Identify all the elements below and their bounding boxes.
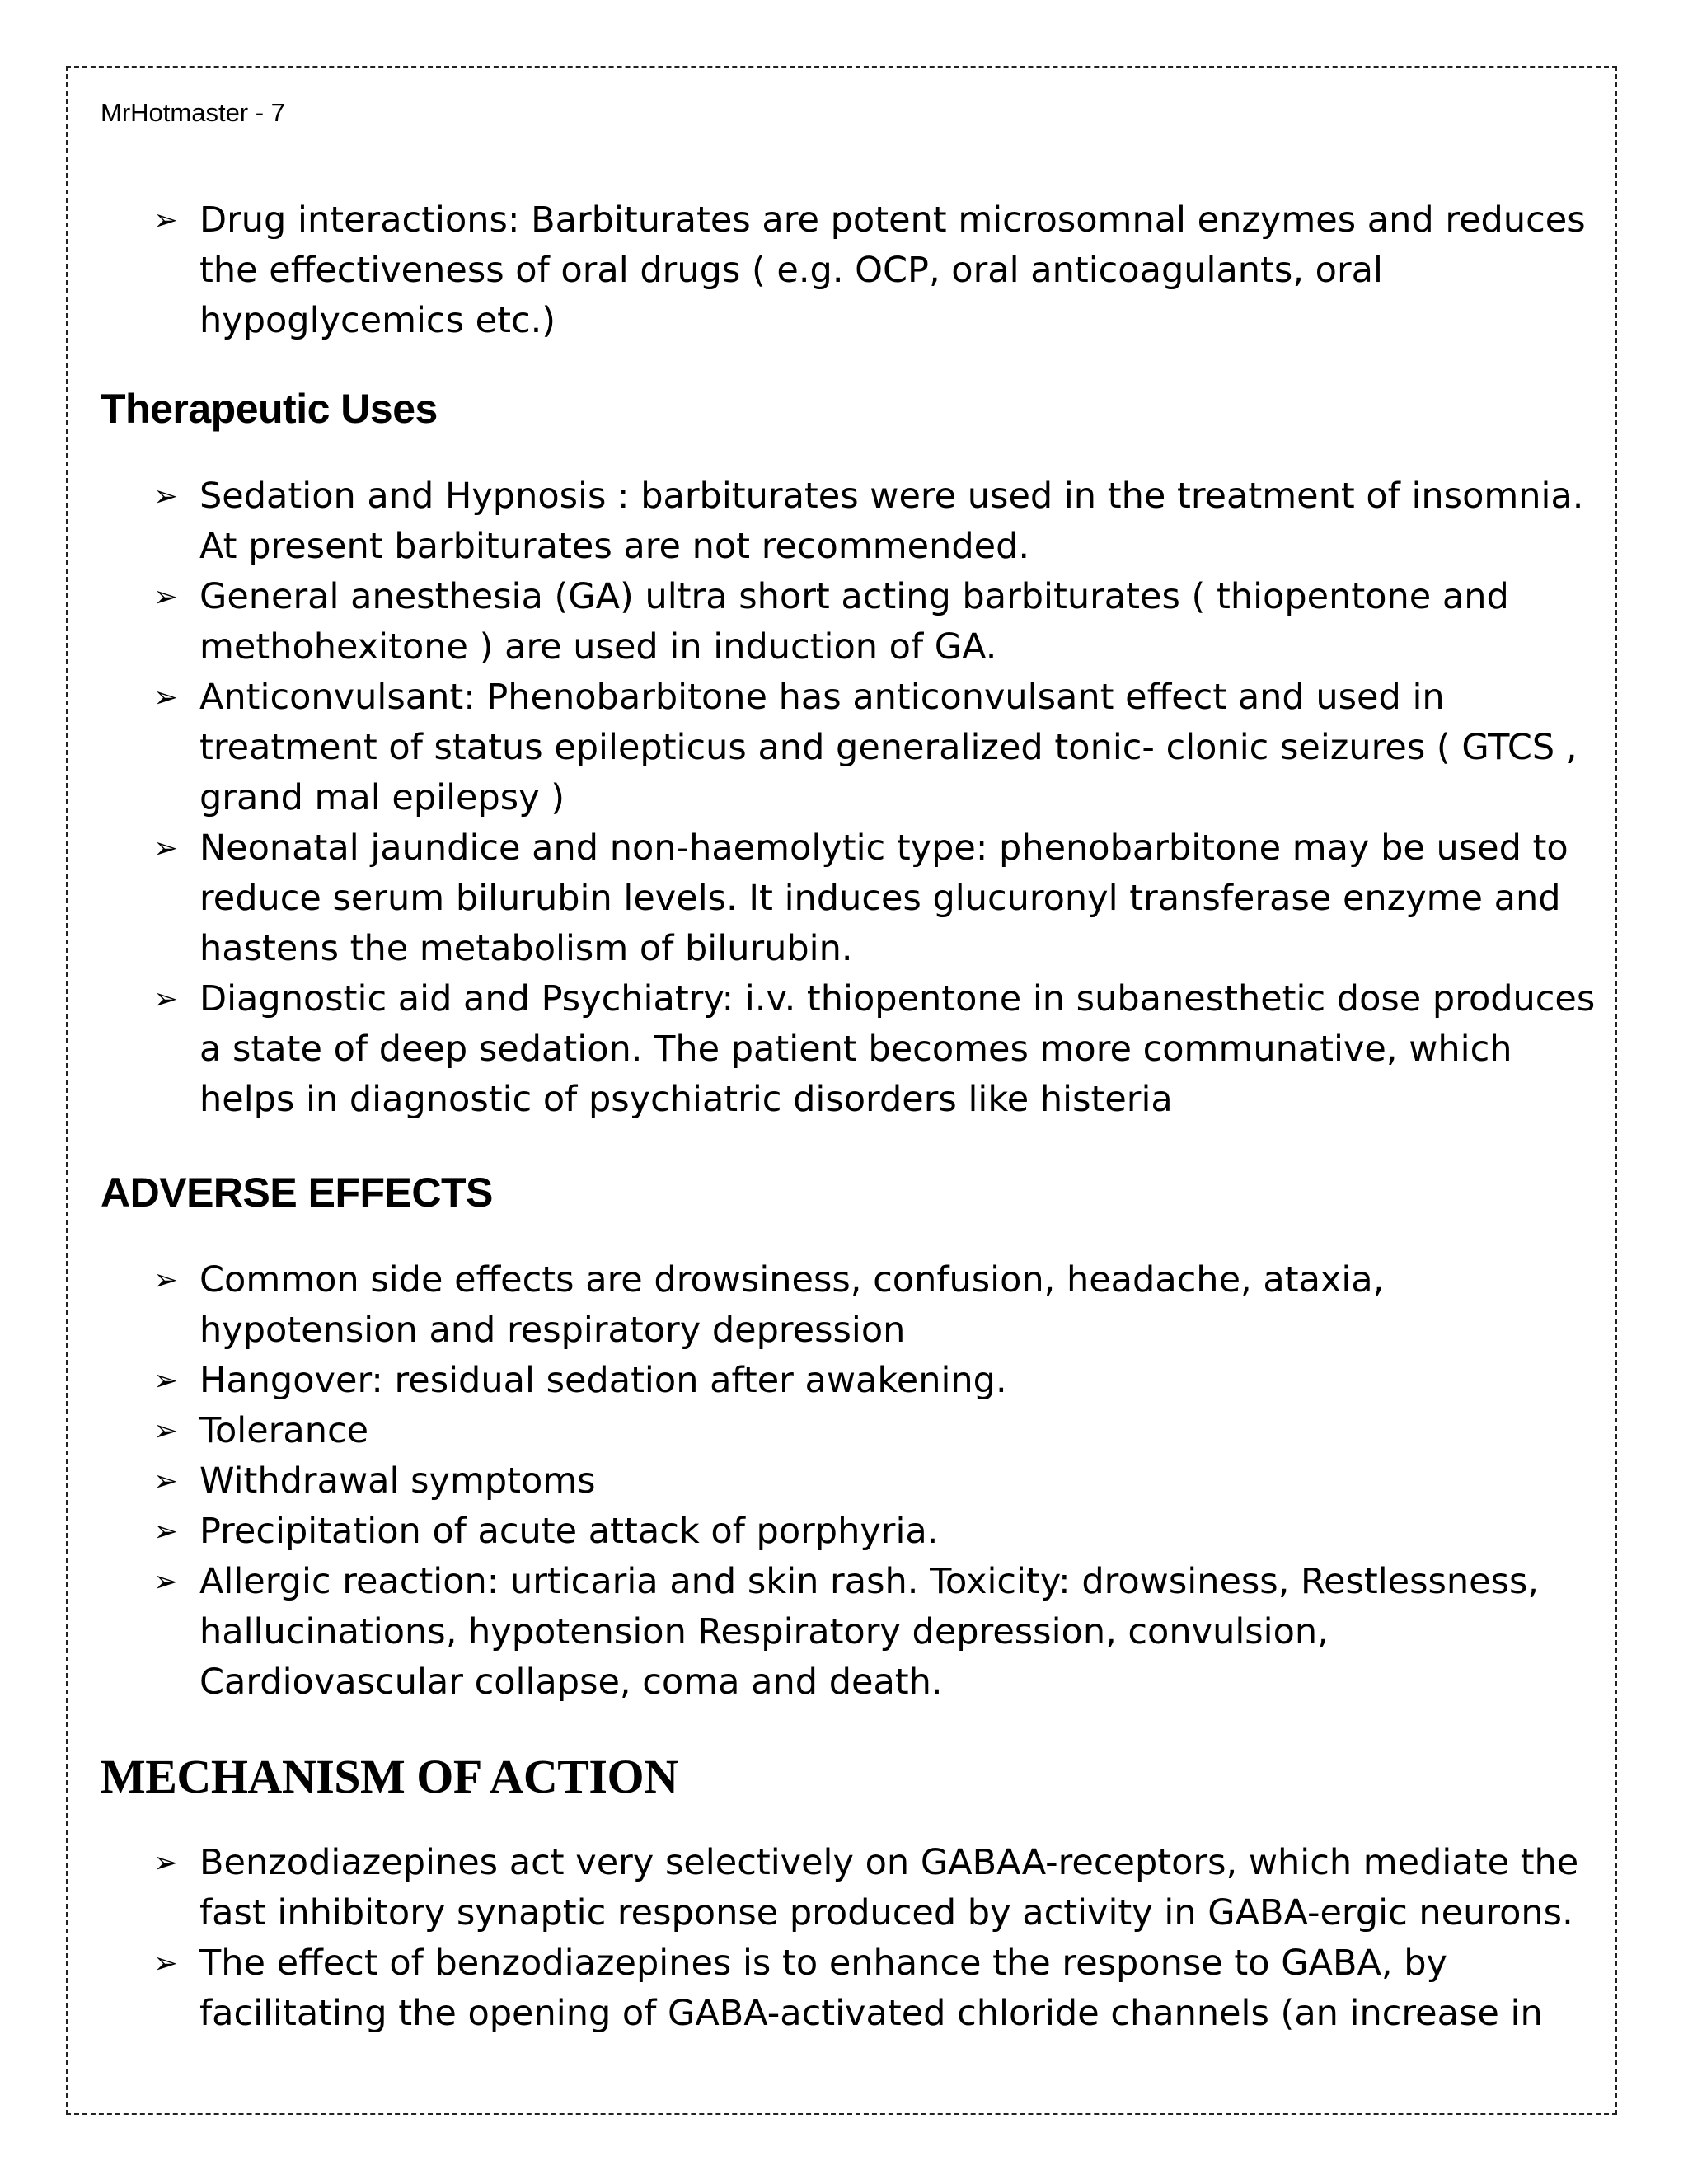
- arrow-bullet-icon: ➢: [153, 1465, 179, 1499]
- list-item: [101, 974, 1601, 1125]
- arrow-bullet-icon: ➢: [153, 580, 179, 615]
- list-item-text: Sedation and Hypnosis : barbiturates were used in the treatment of insomnia. At present barbiturates are not recommended.: [199, 476, 1584, 568]
- list-item: [101, 1557, 1601, 1708]
- adverse-effects-list: [101, 1255, 1601, 1708]
- arrow-bullet-icon: ➢: [153, 1846, 179, 1881]
- arrow-bullet-icon: ➢: [153, 1364, 179, 1399]
- list-item: [101, 471, 1601, 572]
- list-item: [101, 1456, 1601, 1507]
- list-item-text: Tolerance: [199, 1410, 369, 1452]
- list-item: [101, 1356, 1601, 1406]
- drug-interactions-list: [101, 195, 1601, 346]
- list-item-text: Withdrawal symptoms: [199, 1460, 596, 1502]
- list-item-text: Drug interactions: Barbiturates are potent microsomnal enzymes and reduces the effectiveness of oral drugs ( e.g. OCP, oral anticoagulants, oral hypoglycemics etc.): [199, 199, 1586, 342]
- list-item-text: Anticonvulsant: Phenobarbitone has anticonvulsant effect and used in treatment of status epilepticus and generalized tonic- clonic seizures ( GTCS , grand mal epilepsy ): [199, 677, 1578, 819]
- page-content: [101, 97, 1601, 2039]
- arrow-bullet-icon: ➢: [153, 1565, 179, 1600]
- list-item: [101, 572, 1601, 673]
- therapeutic-uses-heading: Therapeutic Uses: [101, 386, 438, 433]
- arrow-bullet-icon: ➢: [153, 982, 179, 1017]
- list-item: [101, 823, 1601, 974]
- list-item-text: Diagnostic aid and Psychiatry: i.v. thiopentone in subanesthetic dose produces a state of deep sedation. The patient becomes more communative, which helps in diagnostic of psychiatric disorders like histeria: [199, 978, 1596, 1121]
- mechanism-of-action-list: [101, 1838, 1601, 2039]
- list-item-text: Hangover: residual sedation after awakening.: [199, 1360, 1007, 1402]
- list-item-text: Allergic reaction: urticaria and skin rash. Toxicity: drowsiness, Restlessness, hallucinations, hypotension Respiratory depression, convulsion, Cardiovascular collapse, coma and death.: [199, 1561, 1540, 1704]
- list-item-text: Neonatal jaundice and non-haemolytic type: phenobarbitone may be used to reduce serum bilurubin levels. It induces glucuronyl transferase enzyme and hastens the metabolism of bilurubin.: [199, 827, 1568, 970]
- arrow-bullet-icon: ➢: [153, 832, 179, 866]
- list-item: [101, 1838, 1601, 1938]
- list-item-text: General anesthesia (GA) ultra short acting barbiturates ( thiopentone and methohexitone ) are used in induction of GA.: [199, 576, 1509, 668]
- arrow-bullet-icon: ➢: [153, 480, 179, 514]
- list-item: [101, 1255, 1601, 1356]
- arrow-bullet-icon: ➢: [153, 681, 179, 715]
- list-item: [101, 1406, 1601, 1456]
- arrow-bullet-icon: ➢: [153, 1263, 179, 1298]
- arrow-bullet-icon: ➢: [153, 1414, 179, 1449]
- arrow-bullet-icon: ➢: [153, 1947, 179, 1981]
- list-item-text: Precipitation of acute attack of porphyria.: [199, 1511, 939, 1553]
- therapeutic-uses-list: [101, 471, 1601, 1125]
- list-item: [101, 1507, 1601, 1557]
- list-item: [101, 195, 1601, 346]
- list-item: [101, 673, 1601, 823]
- arrow-bullet-icon: ➢: [153, 204, 179, 238]
- mechanism-of-action-heading: MECHANISM OF ACTION: [101, 1750, 678, 1804]
- list-item-text: Common side effects are drowsiness, confusion, headache, ataxia, hypotension and respiratory depression: [199, 1259, 1385, 1352]
- list-item: [101, 1938, 1601, 2039]
- list-item-text: Benzodiazepines act very selectively on GABAA-receptors, which mediate the fast inhibitory synaptic response produced by activity in GABA-ergic neurons.: [199, 1842, 1579, 1934]
- list-item-text: The effect of benzodiazepines is to enhance the response to GABA, by facilitating the opening of GABA-activated chloride channels (an increase in: [199, 1943, 1543, 2035]
- page-header: MrHotmaster - 7: [101, 98, 285, 127]
- adverse-effects-heading: ADVERSE EFFECTS: [101, 1169, 493, 1216]
- arrow-bullet-icon: ➢: [153, 1515, 179, 1549]
